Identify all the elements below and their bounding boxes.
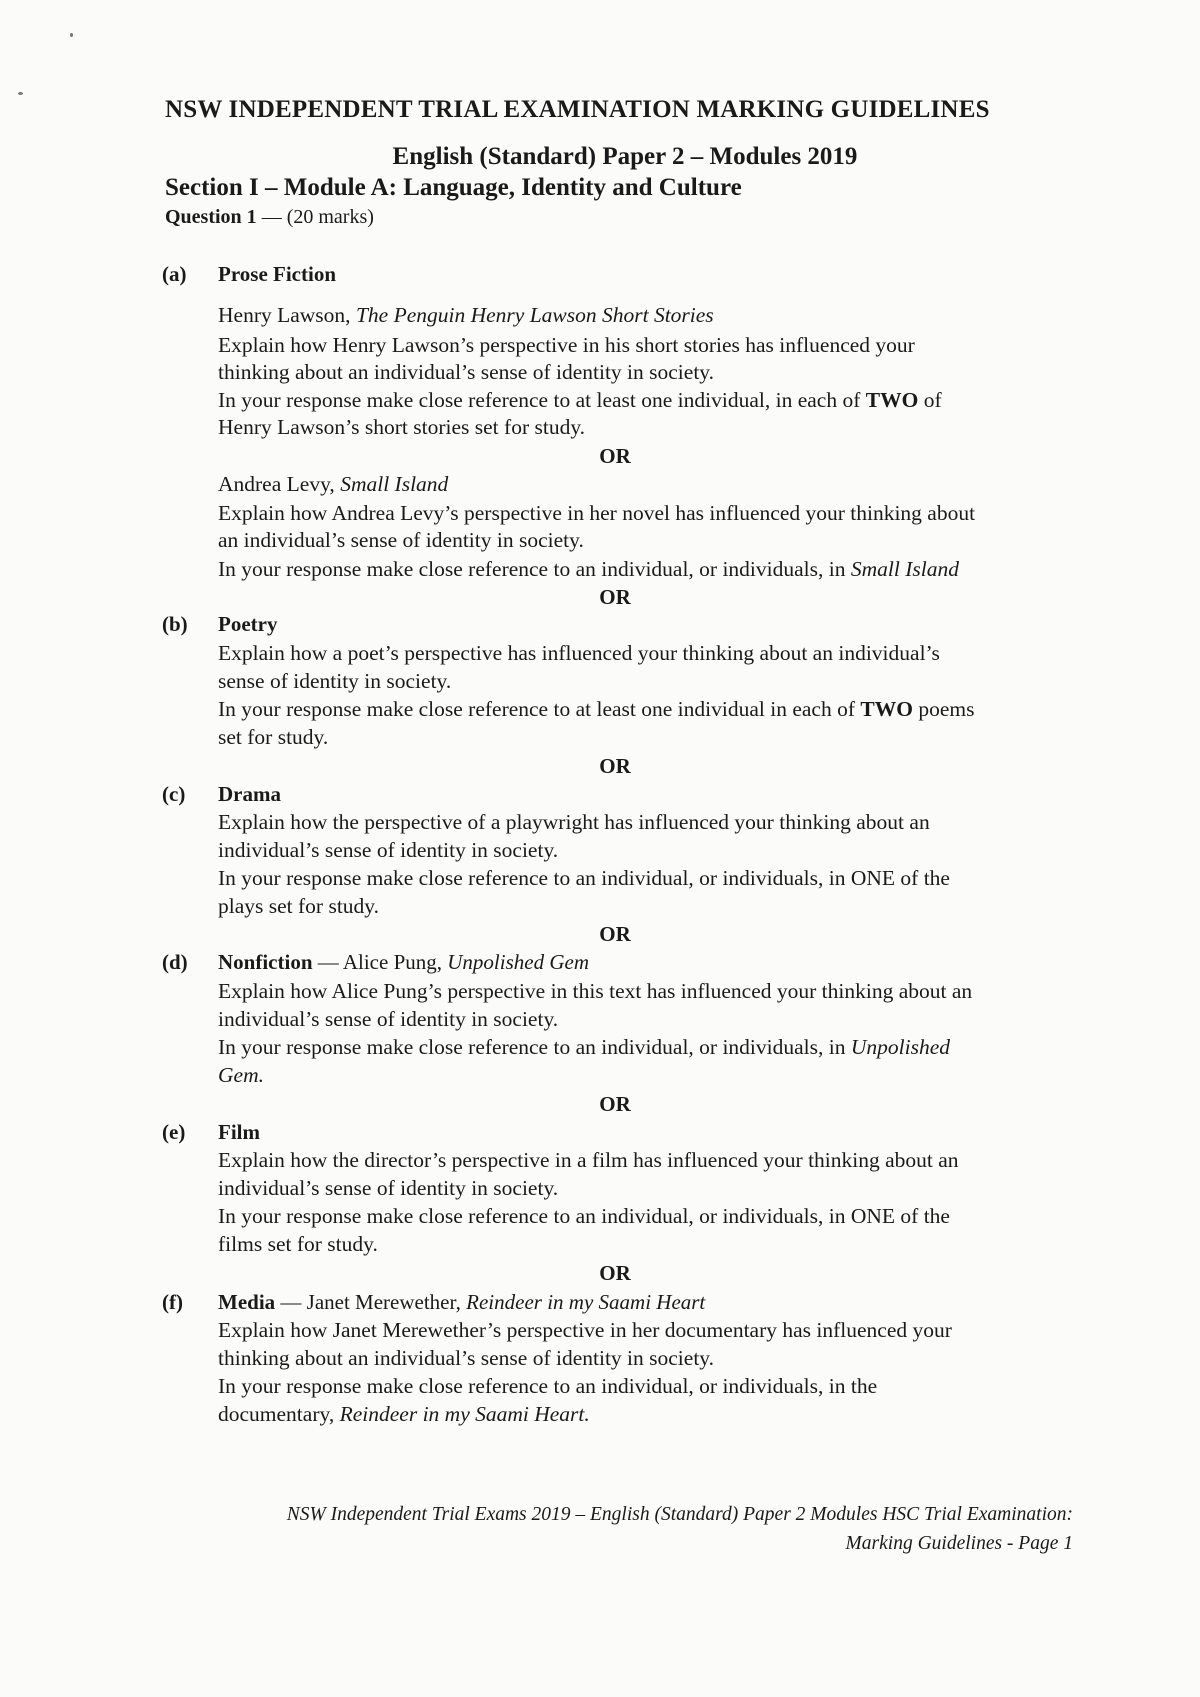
option-b-label: (b) <box>162 612 188 636</box>
scan-speck <box>18 92 23 95</box>
option-b-heading: Poetry <box>218 612 278 636</box>
option-f-heading: Media — Janet Merewether, Reindeer in my Saami Heart <box>218 1290 706 1314</box>
option-c-line3: In your response make close reference to an individual, or individuals, in ONE of the <box>218 866 950 890</box>
option-f-line1: Explain how Janet Merewether’s perspective in her documentary has influenced your <box>218 1318 952 1342</box>
option-a-text1-line1: Explain how Henry Lawson’s perspective in his short stories has influenced your <box>218 333 915 357</box>
option-a-label: (a) <box>162 262 187 286</box>
option-d-line2: individual’s sense of identity in society. <box>218 1007 559 1031</box>
or-separator: OR <box>599 1261 631 1285</box>
option-e-line2: individual’s sense of identity in society. <box>218 1176 559 1200</box>
option-e-heading: Film <box>218 1120 260 1144</box>
option-a-text2-line2: an individual’s sense of identity in society. <box>218 528 584 552</box>
option-c-line2: individual’s sense of identity in society. <box>218 838 559 862</box>
option-c-heading: Drama <box>218 782 281 806</box>
option-a-text1-citation: Henry Lawson, The Penguin Henry Lawson Short Stories <box>218 303 714 327</box>
option-f-line3: In your response make close reference to an individual, or individuals, in the <box>218 1374 878 1398</box>
option-b-line4: set for study. <box>218 725 329 749</box>
question-heading <box>165 206 374 229</box>
option-d-line4: Gem. <box>218 1063 264 1087</box>
option-e-line1: Explain how the director’s perspective in a film has influenced your thinking about an <box>218 1148 959 1172</box>
option-d-line3: In your response make close reference to an individual, or individuals, in Unpolished <box>218 1035 951 1059</box>
option-d-heading: Nonfiction — Alice Pung, Unpolished Gem <box>218 950 589 974</box>
option-b-line3: In your response make close reference to at least one individual in each of TWO poems <box>218 697 975 721</box>
scan-speck <box>70 33 73 37</box>
option-b-line1: Explain how a poet’s perspective has influenced your thinking about an individual’s <box>218 641 940 665</box>
paper-subtitle: English (Standard) Paper 2 – Modules 2019 <box>392 143 858 170</box>
option-f-line4: documentary, Reindeer in my Saami Heart. <box>218 1402 590 1426</box>
option-b-line2: sense of identity in society. <box>218 669 452 693</box>
option-a-heading: Prose Fiction <box>218 262 337 286</box>
option-d-line1: Explain how Alice Pung’s perspective in this text has influenced your thinking about an <box>218 979 973 1003</box>
or-separator: OR <box>599 754 631 778</box>
option-a-text1-line3: In your response make close reference to at least one individual, in each of TWO of <box>218 388 942 412</box>
option-a-text1-line4: Henry Lawson’s short stories set for study. <box>218 415 586 439</box>
or-separator: OR <box>599 922 631 946</box>
question-marks: — (20 marks) <box>256 206 374 228</box>
option-d-label: (d) <box>162 950 188 974</box>
option-f-label: (f) <box>162 1290 183 1314</box>
or-separator: OR <box>599 1092 631 1116</box>
option-f-line2: thinking about an individual’s sense of identity in society. <box>218 1346 715 1370</box>
option-c-line4: plays set for study. <box>218 894 380 918</box>
option-c-label: (c) <box>162 782 186 806</box>
section-title: Section I – Module A: Language, Identity and Culture <box>165 174 742 201</box>
option-e-line4: films set for study. <box>218 1232 378 1256</box>
option-c-line1: Explain how the perspective of a playwright has influenced your thinking about an <box>218 810 930 834</box>
footer-page-number: Marking Guidelines - Page 1 <box>845 1533 1073 1554</box>
option-e-label: (e) <box>162 1120 186 1144</box>
question-label: Question 1 <box>165 206 257 228</box>
option-a-text2-line3: In your response make close reference to an individual, or individuals, in Small Island <box>218 557 959 581</box>
footer-line1: NSW Independent Trial Exams 2019 – English (Standard) Paper 2 Modules HSC Trial Examination: <box>286 1504 1073 1525</box>
option-a-text1-line2: thinking about an individual’s sense of identity in society. <box>218 360 715 384</box>
page-title: NSW INDEPENDENT TRIAL EXAMINATION MARKING GUIDELINES <box>165 96 990 123</box>
or-separator: OR <box>599 585 631 609</box>
option-e-line3: In your response make close reference to an individual, or individuals, in ONE of the <box>218 1204 950 1228</box>
or-separator: OR <box>599 444 631 468</box>
option-a-text2-line1: Explain how Andrea Levy’s perspective in her novel has influenced your thinking about <box>218 501 976 525</box>
option-a-text2-citation: Andrea Levy, Small Island <box>218 472 449 496</box>
